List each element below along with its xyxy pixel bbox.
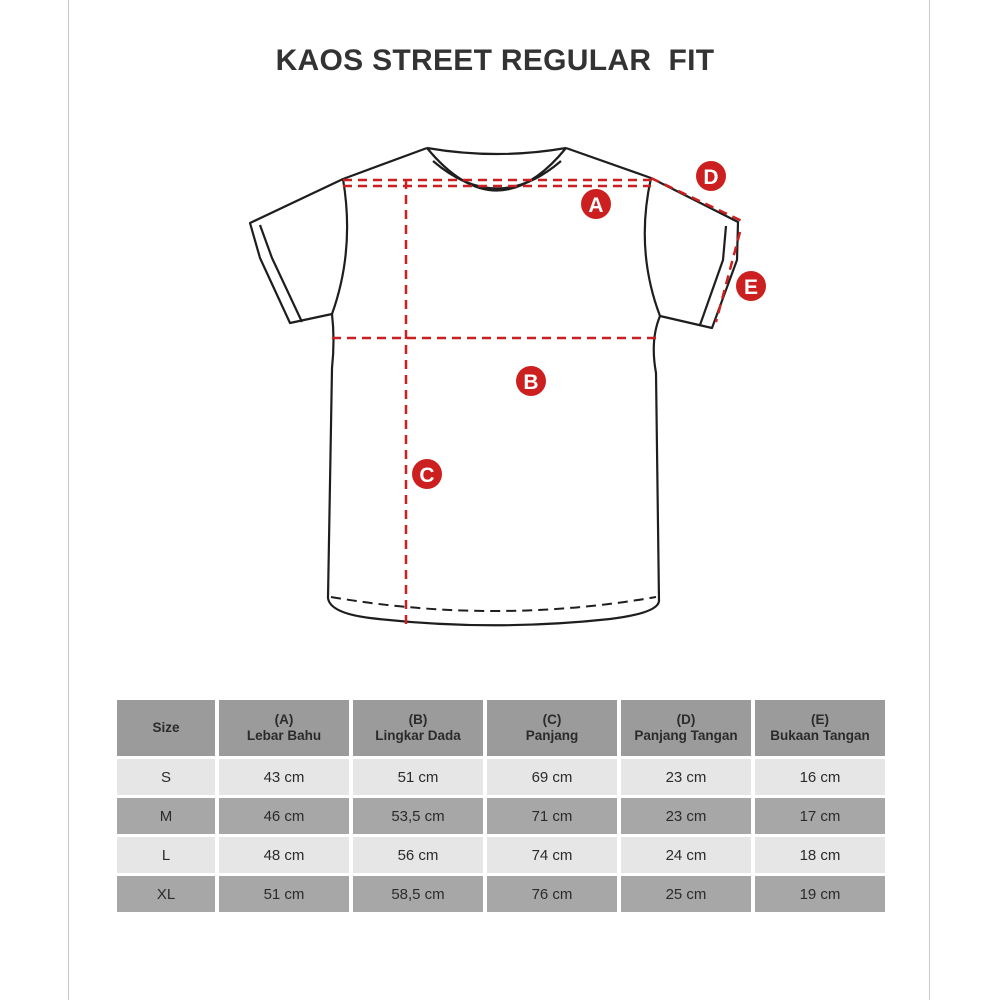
cell-bukaan-tangan: 18 cm xyxy=(755,837,885,873)
header-e xyxy=(755,700,885,756)
cell-panjang: 69 cm xyxy=(487,759,617,795)
right-armhole xyxy=(645,178,660,316)
tshirt-body-outline xyxy=(250,148,738,625)
cell-size: XL xyxy=(117,876,215,912)
size-chart-table xyxy=(113,697,889,915)
header-a-code: (A) xyxy=(274,712,294,727)
hem-dashed-line xyxy=(331,597,656,611)
header-size xyxy=(117,700,215,756)
label-d-text: D xyxy=(703,166,719,189)
header-d xyxy=(621,700,751,756)
header-e-code: (E) xyxy=(811,712,829,727)
table-header-row xyxy=(117,700,885,756)
header-d-label: Panjang Tangan xyxy=(634,728,738,743)
table-row xyxy=(117,759,885,795)
cell-panjang: 71 cm xyxy=(487,798,617,834)
cell-panjang-tangan: 25 cm xyxy=(621,876,751,912)
label-b-text: B xyxy=(523,371,539,394)
page-title: KAOS STREET REGULAR FIT xyxy=(275,44,715,77)
label-c-text: C xyxy=(419,464,435,487)
header-a-label: Lebar Bahu xyxy=(246,728,322,743)
header-b-label: Lingkar Dada xyxy=(375,728,461,743)
cell-size: M xyxy=(117,798,215,834)
label-b xyxy=(516,366,546,396)
cell-panjang: 76 cm xyxy=(487,876,617,912)
cell-lebar-bahu: 43 cm xyxy=(219,759,349,795)
label-d xyxy=(696,161,726,191)
cell-panjang-tangan: 23 cm xyxy=(621,798,751,834)
left-armhole xyxy=(332,179,347,314)
label-e-text: E xyxy=(743,276,759,299)
cell-lebar-bahu: 51 cm xyxy=(219,876,349,912)
measure-line-d xyxy=(651,178,744,222)
table-row xyxy=(117,876,885,912)
cell-lingkar-dada: 53,5 cm xyxy=(353,798,483,834)
header-a xyxy=(219,700,349,756)
cell-lebar-bahu: 48 cm xyxy=(219,837,349,873)
header-d-code: (D) xyxy=(676,712,696,727)
header-c-code: (C) xyxy=(542,712,562,727)
cell-size: S xyxy=(117,759,215,795)
header-b-code: (B) xyxy=(408,712,428,727)
header-e-label: Bukaan Tangan xyxy=(770,728,870,743)
header-c-label: Panjang xyxy=(525,728,579,743)
cell-bukaan-tangan: 19 cm xyxy=(755,876,885,912)
label-c xyxy=(412,459,442,489)
header-size-label: Size xyxy=(152,720,180,735)
table-row xyxy=(117,837,885,873)
cell-panjang-tangan: 24 cm xyxy=(621,837,751,873)
label-a-text: A xyxy=(588,194,604,217)
measurement-lines xyxy=(332,178,744,624)
collar-inner xyxy=(433,161,561,189)
cell-lingkar-dada: 51 cm xyxy=(353,759,483,795)
cell-size: L xyxy=(117,837,215,873)
cell-bukaan-tangan: 17 cm xyxy=(755,798,885,834)
tshirt-outline xyxy=(250,148,738,625)
right-sleeve-hem xyxy=(700,226,726,325)
cell-panjang: 74 cm xyxy=(487,837,617,873)
table-row xyxy=(117,798,885,834)
cell-lingkar-dada: 56 cm xyxy=(353,837,483,873)
header-b xyxy=(353,700,483,756)
cell-lebar-bahu: 46 cm xyxy=(219,798,349,834)
cell-lingkar-dada: 58,5 cm xyxy=(353,876,483,912)
label-a xyxy=(581,189,611,219)
collar-top xyxy=(427,148,566,154)
cell-panjang-tangan: 23 cm xyxy=(621,759,751,795)
cell-bukaan-tangan: 16 cm xyxy=(755,759,885,795)
header-c xyxy=(487,700,617,756)
label-e xyxy=(736,271,766,301)
